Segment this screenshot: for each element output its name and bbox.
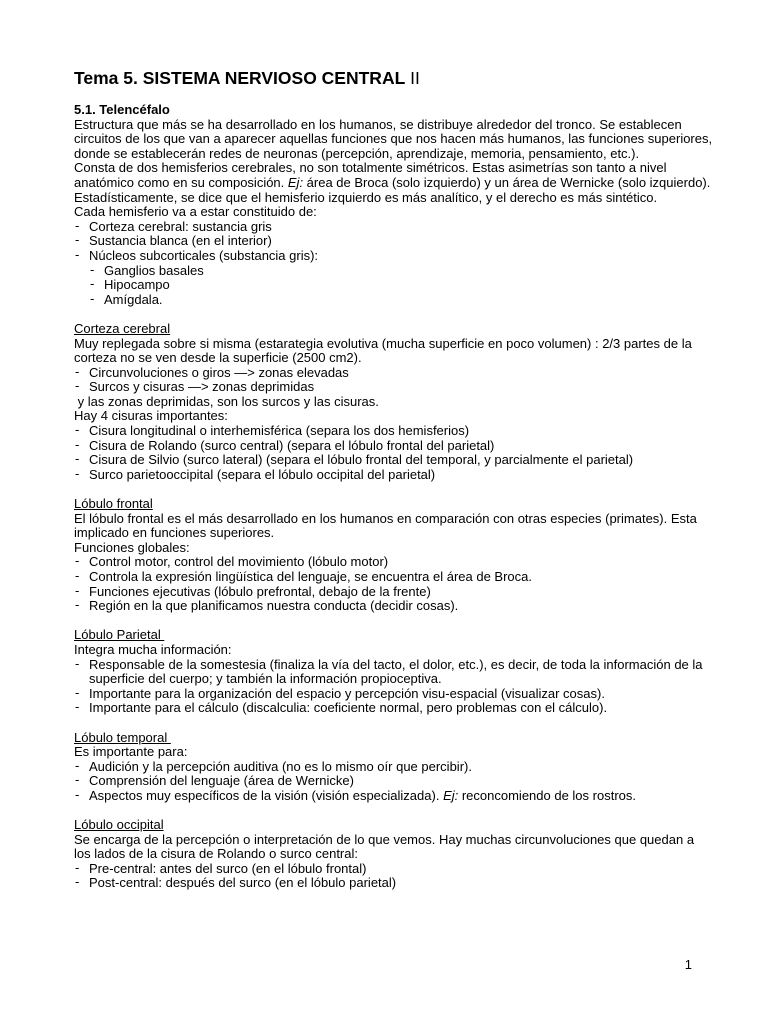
list-item: - Importante para el cálculo (discalculia: coeficiente normal, pero problemas con el cálculo). xyxy=(74,701,714,716)
list-item: - Pre-central: antes del surco (en el lóbulo frontal) xyxy=(74,862,714,877)
text-run: Aspectos muy específicos de la visión (visión especializada). xyxy=(89,787,444,803)
list-item: - Cisura longitudinal o interhemisférica (separa los dos hemisferios) xyxy=(74,424,714,439)
title-suffix: II xyxy=(410,68,420,88)
section-temporal xyxy=(74,731,714,804)
section-heading: Lóbulo Parietal xyxy=(74,627,165,643)
paragraph: y las zonas deprimidas, son los surcos y las cisuras. xyxy=(74,393,379,409)
text-run: reconcomiendo de los rostros. xyxy=(458,787,636,803)
text-run-italic: Ej: xyxy=(443,787,459,803)
bullet-list xyxy=(74,424,714,482)
section-frontal xyxy=(74,497,714,614)
paragraph: Cada hemisferio va a estar constituido de: xyxy=(74,204,317,220)
list-item: - Post-central: después del surco (en el lóbulo parietal) xyxy=(74,876,714,891)
bullet-list xyxy=(74,220,714,264)
list-item: - Surcos y cisuras —> zonas deprimidas xyxy=(74,380,714,395)
paragraph xyxy=(74,161,714,205)
paragraph: Muy replegada sobre si misma (estarategia evolutiva (mucha superficie en poco volumen) : 2/3 partes de la corteza no se ven desde la superficie (2500 cm2). xyxy=(74,335,692,366)
list-item: - Región en la que planificamos nuestra conducta (decidir cosas). xyxy=(74,599,714,614)
list-item: - Sustancia blanca (en el interior) xyxy=(74,234,714,249)
sub-bullet-list xyxy=(74,264,714,308)
list-item: - Audición y la percepción auditiva (no es lo mismo oír que percibir). xyxy=(74,760,714,775)
document-title xyxy=(74,67,714,89)
text-run: Consta de dos hemisferios cerebrales, no son totalmente simétricos. Estas asimetrías son tanto a nivel anatómico como en su composición. xyxy=(74,160,667,190)
section-parietal xyxy=(74,628,714,716)
list-item: - Controla la expresión lingüística del lenguaje, se encuentra el área de Broca. xyxy=(74,570,714,585)
title-main: SISTEMA NERVIOSO CENTRAL xyxy=(142,68,406,88)
paragraph: Estructura que más se ha desarrollado en los humanos, se distribuye alrededor del tronco. Se establecen circuitos de los que van a aparecer aquellas funciones que nos hacen más humanos, las funciones superiores, donde se establecerán redes de neuronas (percepción, aprendizaje, memoria, pensamiento, etc.). xyxy=(74,116,713,161)
bullet-list xyxy=(74,658,714,716)
paragraph: Funciones globales: xyxy=(74,539,190,555)
section-telencefalo xyxy=(74,103,714,307)
section-heading: Lóbulo frontal xyxy=(74,496,153,512)
list-item: - Cisura de Silvio (surco lateral) (separa el lóbulo frontal del temporal, y parcialmente el parietal) xyxy=(74,453,714,468)
section-occipital xyxy=(74,818,714,891)
paragraph: Integra mucha información: xyxy=(74,641,232,657)
section-corteza xyxy=(74,322,714,483)
paragraph: Es importante para: xyxy=(74,744,188,760)
bullet-list xyxy=(74,555,714,613)
section-heading: Lóbulo occipital xyxy=(74,817,164,833)
paragraph: Se encarga de la percepción o interpretación de lo que vemos. Hay muchas circunvoluciones que quedan a los lados de la cisura de Rolando o surco central: xyxy=(74,831,695,862)
paragraph: Hay 4 cisuras importantes: xyxy=(74,408,228,424)
section-heading: Lóbulo temporal xyxy=(74,729,171,745)
list-item: - Hipocampo xyxy=(89,278,714,293)
list-item: - Surco parietooccipital (separa el lóbulo occipital del parietal) xyxy=(74,468,714,483)
list-item: - Control motor, control del movimiento (lóbulo motor) xyxy=(74,555,714,570)
list-item: - Corteza cerebral: sustancia gris xyxy=(74,220,714,235)
bullet-list xyxy=(74,760,714,804)
list-item: - Responsable de la somestesia (finaliza la vía del tacto, el dolor, etc.), es decir, de toda la información de la superficie del cuerpo; y también la información propioceptiva. xyxy=(74,658,714,687)
list-item: - Comprensión del lenguaje (área de Wernicke) xyxy=(74,774,714,789)
list-item: - Importante para la organización del espacio y percepción visu-espacial (visualizar cosas). xyxy=(74,687,714,702)
paragraph: El lóbulo frontal es el más desarrollado en los humanos en comparación con otras especies (primates). Esta implicado en funciones superiores. xyxy=(74,510,697,541)
bullet-list xyxy=(74,366,714,395)
list-item: - Ganglios basales xyxy=(89,264,714,279)
text-run: área de Broca (solo izquierdo) y un área de Wernicke (solo izquierdo). Estadísticamente, se dice que el hemisferio izquierdo es más analítico, y el derecho es más sintético. xyxy=(74,174,711,205)
document-page xyxy=(74,67,714,906)
list-item: - Núcleos subcorticales (substancia gris): xyxy=(74,249,714,264)
section-heading: 5.1. Telencéfalo xyxy=(74,102,170,117)
list-item: - Cisura de Rolando (surco central) (separa el lóbulo frontal del parietal) xyxy=(74,439,714,454)
text-run-italic: Ej: xyxy=(287,174,304,190)
title-prefix: Tema 5. xyxy=(74,68,138,88)
list-item: - Amígdala. xyxy=(89,293,714,308)
page-number: 1 xyxy=(684,957,692,972)
list-item xyxy=(74,789,714,804)
list-item: - Circunvoluciones o giros —> zonas elevadas xyxy=(74,366,714,381)
list-item: - Funciones ejecutivas (lóbulo prefrontal, debajo de la frente) xyxy=(74,585,714,600)
section-heading: Corteza cerebral xyxy=(74,320,171,336)
bullet-list xyxy=(74,862,714,891)
